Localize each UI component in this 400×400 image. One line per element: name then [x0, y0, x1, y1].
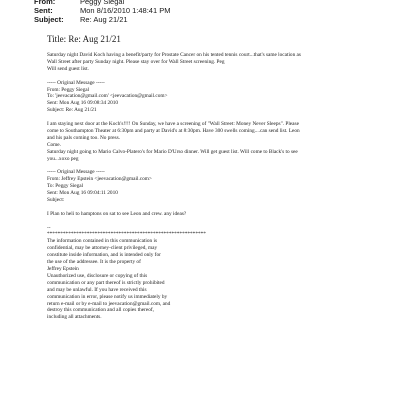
from-label: From: — [34, 0, 56, 6]
header-sent-row — [34, 6, 170, 15]
sent-value: Mon 8/16/2010 1:48:41 PM — [80, 6, 171, 15]
email-header — [34, 0, 170, 24]
body-line — [47, 218, 367, 225]
body-line: ----- Original Message ----- — [47, 79, 105, 86]
body-line: Saturday night going to Mario Calvo-Platero's for Mario D'Urso dinner. Will get guest list. Will come to Black's to see — [47, 148, 298, 155]
body-line: including all attachments. — [47, 314, 102, 321]
body-line: Wall Street after party Sunday night. Please stay over for Wall Street screening. Peg — [47, 58, 225, 65]
subject-value: Re: Aug 21/21 — [80, 15, 128, 24]
body-line: From: Jeffrey Epstein <jeevacation@gmail.com> — [47, 176, 152, 183]
body-line: Will send guest list. — [47, 65, 89, 72]
body-line: the use of the addressee. It is the property of — [47, 259, 141, 266]
body-line: Sent: Mon Aug 16 09:04:11 2010 — [47, 190, 118, 197]
sent-label: Sent: — [34, 6, 53, 15]
body-line: Sent: Mon Aug 16 09:08:34 2010 — [47, 100, 119, 107]
body-line: To: 'jeevacation@gmail.com' <jeevacation@gmail.com> — [47, 93, 168, 100]
body-line: and may be unlawful. If you have received this — [47, 286, 147, 293]
body-line: destroy this communication and all copies thereof, — [47, 307, 154, 314]
body-line — [47, 204, 367, 211]
document-title: Title: Re: Aug 21/21 — [47, 34, 121, 44]
header-subject-row — [34, 15, 170, 24]
body-line: you...xoxo peg — [47, 155, 79, 162]
body-line: I Plan to heli to hamptons on sat to see Leon and crew. any ideas? — [47, 210, 187, 217]
body-line: Subject: — [47, 196, 65, 203]
body-line: ************************************************************ — [47, 231, 206, 238]
body-line: Unauthorized use, disclosure or copying of this — [47, 272, 148, 279]
body-line: constitute inside information, and is intended only for — [47, 252, 161, 259]
body-line: To: Peggy Siegal — [47, 183, 84, 190]
body-line: Subject: Re: Aug 21/21 — [47, 107, 97, 114]
body-line: come to Southampton Theater at 6:30pm and party at David's at 8:30pm. Have 300 swells coming....can send list. Leon — [47, 127, 300, 134]
body-line: communication or any part thereof is strictly prohibited — [47, 279, 165, 286]
body-line: The information contained in this communication is — [47, 238, 158, 245]
body-line: From: Peggy Siegal — [47, 86, 90, 93]
body-line: and his pals coming too. No press. — [47, 134, 120, 141]
body-line — [47, 73, 367, 80]
body-line — [47, 162, 367, 169]
from-value: Peggy Siegal — [80, 0, 125, 6]
body-line: Come. — [47, 141, 61, 148]
body-line: I am staying next door at the Koch's!!!! On Sunday, we have a screening of "Wall Street: Money Never Sleeps". Please — [47, 121, 299, 128]
body-line: confidential, may be attorney-client privileged, may — [47, 245, 158, 252]
body-line: Saturday night David Koch having a benefit/party for Prostate Cancer on his tented tennis court...that's same location as — [47, 52, 301, 58]
body-line: communication in error, please notify us immediately by — [47, 293, 168, 300]
body-line: ----- Original Message ----- — [47, 169, 105, 176]
body-line: -- — [47, 224, 51, 231]
body-line: return e-mail or by e-mail to jeevacation@gmail.com, and — [47, 300, 171, 307]
body-line — [47, 114, 367, 121]
body-line: Jeffrey Epstein — [47, 266, 79, 273]
email-body — [47, 52, 367, 321]
subject-label: Subject: — [34, 15, 64, 24]
